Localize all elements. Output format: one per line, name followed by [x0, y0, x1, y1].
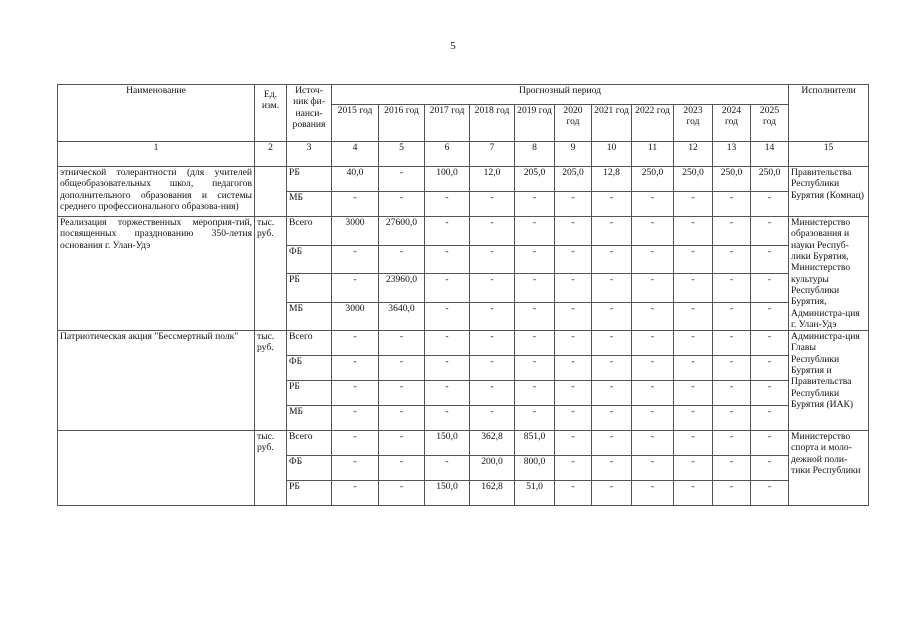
value-cell: 162,8 — [470, 481, 515, 506]
value-cell: - — [713, 381, 751, 406]
value-cell: - — [332, 192, 379, 217]
activity-name: Реализация торжественных мероприя-тий, посвященных празднованию 350-летия основания г. Улан-Удэ — [58, 217, 255, 331]
column-number: 11 — [632, 142, 674, 167]
funding-source: РБ — [287, 481, 332, 506]
value-cell: - — [425, 406, 470, 431]
header-executors: Исполнители — [789, 85, 869, 142]
column-number: 12 — [674, 142, 713, 167]
value-cell: - — [555, 274, 592, 303]
executors-cell: Министерство спорта и моло-дежной поли-тики Республики — [789, 431, 869, 506]
table-row — [58, 331, 869, 356]
funding-source: Всего — [287, 431, 332, 456]
header-year: 2019 год — [515, 105, 555, 142]
value-cell: - — [751, 245, 789, 274]
funding-source: ФБ — [287, 456, 332, 481]
value-cell: - — [425, 456, 470, 481]
value-cell: - — [555, 302, 592, 331]
table-row — [58, 431, 869, 456]
value-cell: - — [632, 356, 674, 381]
funding-source: МБ — [287, 192, 332, 217]
value-cell: 851,0 — [515, 431, 555, 456]
activity-name — [58, 431, 255, 506]
value-cell: - — [470, 381, 515, 406]
column-number: 9 — [555, 142, 592, 167]
header-year: 2020 год — [555, 105, 592, 142]
value-cell: - — [713, 192, 751, 217]
value-cell: - — [379, 167, 425, 192]
column-number: 10 — [592, 142, 632, 167]
value-cell: - — [592, 274, 632, 303]
column-number: 2 — [255, 142, 287, 167]
value-cell: - — [632, 274, 674, 303]
value-cell: - — [425, 217, 470, 246]
value-cell: - — [425, 245, 470, 274]
value-cell: - — [751, 274, 789, 303]
value-cell: - — [379, 456, 425, 481]
column-number: 13 — [713, 142, 751, 167]
value-cell: 250,0 — [751, 167, 789, 192]
value-cell: - — [515, 245, 555, 274]
value-cell: - — [379, 406, 425, 431]
value-cell: - — [332, 431, 379, 456]
value-cell: - — [592, 481, 632, 506]
value-cell: - — [592, 245, 632, 274]
value-cell: - — [674, 302, 713, 331]
value-cell: - — [425, 192, 470, 217]
value-cell: 150,0 — [425, 431, 470, 456]
header-year: 2023 год — [674, 105, 713, 142]
value-cell: 3000 — [332, 217, 379, 246]
unit-cell: тыс. руб. — [255, 331, 287, 431]
funding-source: ФБ — [287, 356, 332, 381]
value-cell: - — [592, 406, 632, 431]
value-cell: - — [515, 217, 555, 246]
value-cell: - — [751, 381, 789, 406]
funding-source: РБ — [287, 381, 332, 406]
value-cell: - — [515, 356, 555, 381]
value-cell: - — [674, 431, 713, 456]
value-cell: 205,0 — [555, 167, 592, 192]
value-cell: - — [751, 331, 789, 356]
value-cell: - — [332, 356, 379, 381]
value-cell: - — [379, 481, 425, 506]
value-cell: - — [555, 406, 592, 431]
value-cell: - — [713, 245, 751, 274]
value-cell: - — [713, 431, 751, 456]
value-cell: - — [515, 192, 555, 217]
column-number: 7 — [470, 142, 515, 167]
unit-cell — [255, 167, 287, 217]
executors-cell: Министерство образования и науки Респуб-лики Бурятия, Министерство культуры Республики Бурятия, Администра-ция г. Улан-Удэ — [789, 217, 869, 331]
value-cell: 100,0 — [425, 167, 470, 192]
unit-cell: тыс. руб. — [255, 431, 287, 506]
value-cell: - — [425, 331, 470, 356]
value-cell: 250,0 — [674, 167, 713, 192]
value-cell: - — [332, 331, 379, 356]
executors-cell: Правительства Республики Бурятия (Комнац) — [789, 167, 869, 217]
header-year: 2021 год — [592, 105, 632, 142]
value-cell: - — [751, 302, 789, 331]
header-year: 2022 год — [632, 105, 674, 142]
value-cell: - — [379, 245, 425, 274]
value-cell: - — [751, 356, 789, 381]
value-cell: - — [674, 356, 713, 381]
value-cell: - — [632, 331, 674, 356]
value-cell: - — [425, 381, 470, 406]
column-number: 5 — [379, 142, 425, 167]
value-cell: - — [674, 331, 713, 356]
header-year: 2016 год — [379, 105, 425, 142]
value-cell: - — [713, 331, 751, 356]
value-cell: - — [379, 192, 425, 217]
value-cell: - — [470, 274, 515, 303]
value-cell: 12,8 — [592, 167, 632, 192]
value-cell: - — [592, 192, 632, 217]
value-cell: - — [470, 245, 515, 274]
funding-source: Всего — [287, 331, 332, 356]
value-cell: - — [751, 406, 789, 431]
funding-source: МБ — [287, 302, 332, 331]
value-cell: 200,0 — [470, 456, 515, 481]
value-cell: - — [674, 274, 713, 303]
value-cell: 40,0 — [332, 167, 379, 192]
unit-cell: тыс. руб. — [255, 217, 287, 331]
column-number: 15 — [789, 142, 869, 167]
value-cell: - — [632, 431, 674, 456]
value-cell: - — [555, 245, 592, 274]
value-cell: - — [592, 331, 632, 356]
value-cell: - — [555, 431, 592, 456]
value-cell: - — [751, 431, 789, 456]
value-cell: - — [555, 217, 592, 246]
value-cell: - — [515, 331, 555, 356]
column-number: 8 — [515, 142, 555, 167]
value-cell: - — [555, 381, 592, 406]
value-cell: 150,0 — [425, 481, 470, 506]
value-cell: - — [592, 356, 632, 381]
value-cell: 27600,0 — [379, 217, 425, 246]
value-cell: - — [713, 356, 751, 381]
value-cell: - — [555, 456, 592, 481]
value-cell: - — [674, 217, 713, 246]
value-cell: - — [332, 456, 379, 481]
value-cell: - — [332, 274, 379, 303]
header-year: 2017 год — [425, 105, 470, 142]
value-cell: - — [713, 406, 751, 431]
column-number: 4 — [332, 142, 379, 167]
activity-name: Патриотическая акция "Бессмертный полк" — [58, 331, 255, 431]
value-cell: - — [674, 192, 713, 217]
value-cell: 51,0 — [515, 481, 555, 506]
table-row — [58, 217, 869, 246]
value-cell: - — [470, 406, 515, 431]
value-cell: - — [751, 217, 789, 246]
executors-cell: Администра-ция Главы Республики Бурятия и Правительства Республики Бурятия (ИАК) — [789, 331, 869, 431]
value-cell: - — [632, 245, 674, 274]
header-year: 2024 год — [713, 105, 751, 142]
value-cell: 12,0 — [470, 167, 515, 192]
value-cell: - — [713, 302, 751, 331]
value-cell: - — [674, 406, 713, 431]
value-cell: - — [632, 481, 674, 506]
funding-source: ФБ — [287, 245, 332, 274]
value-cell: - — [515, 274, 555, 303]
header-source: Источ-ник фи-нанси-рования — [287, 85, 332, 142]
value-cell: - — [592, 431, 632, 456]
value-cell: 23960,0 — [379, 274, 425, 303]
value-cell: - — [555, 192, 592, 217]
funding-source: Всего — [287, 217, 332, 246]
value-cell: - — [515, 406, 555, 431]
value-cell: - — [332, 481, 379, 506]
value-cell: - — [632, 406, 674, 431]
value-cell: - — [751, 456, 789, 481]
value-cell: 800,0 — [515, 456, 555, 481]
value-cell: - — [674, 481, 713, 506]
value-cell: - — [555, 356, 592, 381]
value-cell: - — [379, 431, 425, 456]
header-year: 2018 год — [470, 105, 515, 142]
value-cell: - — [555, 481, 592, 506]
header-period: Прогнозный период — [332, 85, 789, 105]
value-cell: 250,0 — [713, 167, 751, 192]
value-cell: - — [632, 192, 674, 217]
value-cell: - — [632, 302, 674, 331]
value-cell: - — [674, 456, 713, 481]
value-cell: - — [470, 331, 515, 356]
header-unit: Ед. изм. — [255, 85, 287, 142]
value-cell: - — [425, 274, 470, 303]
value-cell: - — [751, 192, 789, 217]
column-number: 14 — [751, 142, 789, 167]
value-cell: - — [470, 302, 515, 331]
value-cell: - — [470, 192, 515, 217]
value-cell: - — [332, 381, 379, 406]
table-row — [58, 167, 869, 192]
forecast-table — [57, 84, 869, 506]
activity-name: этнической толерантности (для учителей общеобразовательных школ, педагогов дополнительного образования и системы среднего профессионального образова-ния) — [58, 167, 255, 217]
value-cell: - — [713, 217, 751, 246]
value-cell: - — [713, 456, 751, 481]
value-cell: - — [515, 302, 555, 331]
value-cell: - — [425, 356, 470, 381]
value-cell: 205,0 — [515, 167, 555, 192]
column-number: 1 — [58, 142, 255, 167]
column-number: 3 — [287, 142, 332, 167]
value-cell: - — [592, 381, 632, 406]
value-cell: - — [674, 381, 713, 406]
value-cell: - — [379, 356, 425, 381]
value-cell: 362,8 — [470, 431, 515, 456]
value-cell: - — [713, 481, 751, 506]
value-cell: - — [632, 381, 674, 406]
value-cell: - — [555, 331, 592, 356]
value-cell: - — [470, 356, 515, 381]
value-cell: 3000 — [332, 302, 379, 331]
header-year: 2025 год — [751, 105, 789, 142]
value-cell: - — [515, 381, 555, 406]
value-cell: - — [751, 481, 789, 506]
value-cell: - — [592, 302, 632, 331]
value-cell: - — [592, 217, 632, 246]
value-cell: - — [674, 245, 713, 274]
column-number: 6 — [425, 142, 470, 167]
value-cell: - — [425, 302, 470, 331]
value-cell: - — [592, 456, 632, 481]
value-cell: - — [379, 331, 425, 356]
header-name: Наименование — [58, 85, 255, 142]
value-cell: - — [632, 217, 674, 246]
value-cell: 3640,0 — [379, 302, 425, 331]
value-cell: 250,0 — [632, 167, 674, 192]
value-cell: - — [713, 274, 751, 303]
value-cell: - — [632, 456, 674, 481]
funding-source: МБ — [287, 406, 332, 431]
page-number: 5 — [450, 40, 456, 52]
value-cell: - — [379, 381, 425, 406]
funding-source: РБ — [287, 167, 332, 192]
header-year: 2015 год — [332, 105, 379, 142]
value-cell: - — [332, 406, 379, 431]
value-cell: - — [470, 217, 515, 246]
funding-source: РБ — [287, 274, 332, 303]
value-cell: - — [332, 245, 379, 274]
